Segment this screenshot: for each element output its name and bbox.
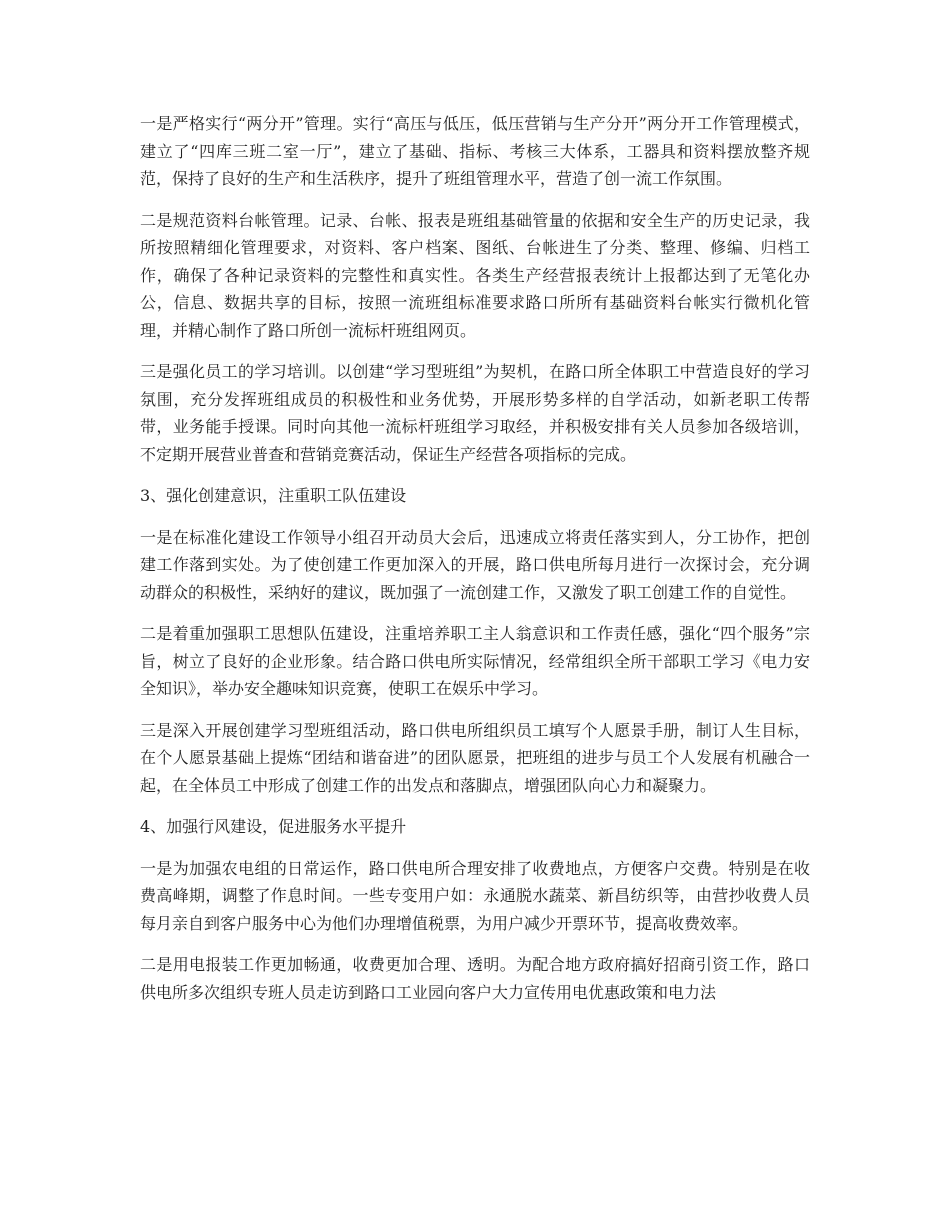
paragraph-staff-training: 三是强化员工的学习培训。以创建“学习型班组”为契机，在路口所全体职工中营造良好的学习氛围，充分发挥班组成员的积极性和业务优势，开展形势多样的自学活动，如新老职工传帮带，业务能手授课。同时向其他一流标杆班组学习取经，并积极安排有关人员参加各级培训，不定期开展营业普查和营销竞赛活动，保证生产经营各项指标的完成。: [140, 362, 810, 464]
section-heading-4: 4、加强行风建设，促进服务水平提升: [140, 817, 407, 836]
paragraph-fee-collection: 一是为加强农电组的日常运作，路口供电所合理安排了收费地点，方便客户交费。特别是在收费高峰期，调整了作息时间。一些专变用户如：永通脱水蔬菜、新昌纺织等，由营抄收费人员每月亲自到客户服务中心为他们办理增值税票，为用户减少开票环节，提高收费效率。: [140, 858, 810, 933]
paragraph-mobilization: 一是在标准化建设工作领导小组召开动员大会后，迅速成立将责任落实到人，分工协作，把创建工作落到实处。为了使创建工作更加深入的开展，路口供电所每月进行一次探讨会，充分调动群众的积极性，采纳好的建议，既加强了一流创建工作，又激发了职工创建工作的自觉性。: [140, 527, 810, 602]
paragraph-team-building: 二是着重加强职工思想队伍建设，注重培养职工主人翁意识和工作责任感，强化“四个服务”宗旨，树立了良好的企业形象。结合路口供电所实际情况，经常组织全所干部职工学习《电力安全知识》，举办安全趣味知识竞赛，使职工在娱乐中学习。: [140, 624, 810, 698]
paragraph-learning-team: 三是深入开展创建学习型班组活动，路口供电所组织员工填写个人愿景手册，制订人生目标，在个人愿景基础上提炼“团结和谐奋进”的团队愿景，把班组的进步与员工个人发展有机融合一起，在全体员工中形成了创建工作的出发点和落脚点，增强团队向心力和凝聚力。: [140, 720, 810, 795]
section-heading-3: 3、强化创建意识，注重职工队伍建设: [140, 486, 407, 505]
paragraph-service-application: 二是用电报装工作更加畅通，收费更加合理、透明。为配合地方政府搞好招商引资工作，路口供电所多次组织专班人员走访到路口工业园向客户大力宣传用电优惠政策和电力法: [140, 955, 810, 1002]
paragraph-strict-two-separation: 一是严格实行“两分开”管理。实行“高压与低压，低压营销与生产分开”两分开工作管理模式，建立了“四库三班二室一厅”，建立了基础、指标、考核三大体系，工器具和资料摆放整齐规范，保持了良好的生产和生活秩序，提升了班组管理水平，营造了创一流工作氛围。: [140, 114, 810, 188]
document-page: [140, 110, 810, 1020]
paragraph-records-management: 二是规范资料台帐管理。记录、台帐、报表是班组基础管量的依据和安全生产的历史记录，我所按照精细化管理要求，对资料、客户档案、图纸、台帐进生了分类、整理、修编、归档工作，确保了各种记录资料的完整性和真实性。各类生产经营报表统计上报都达到了无笔化办公，信息、数据共享的目标，按照一流班组标准要求路口所所有基础资料台帐实行微机化管理，并精心制作了路口所创一流标杆班组网页。: [140, 210, 810, 340]
